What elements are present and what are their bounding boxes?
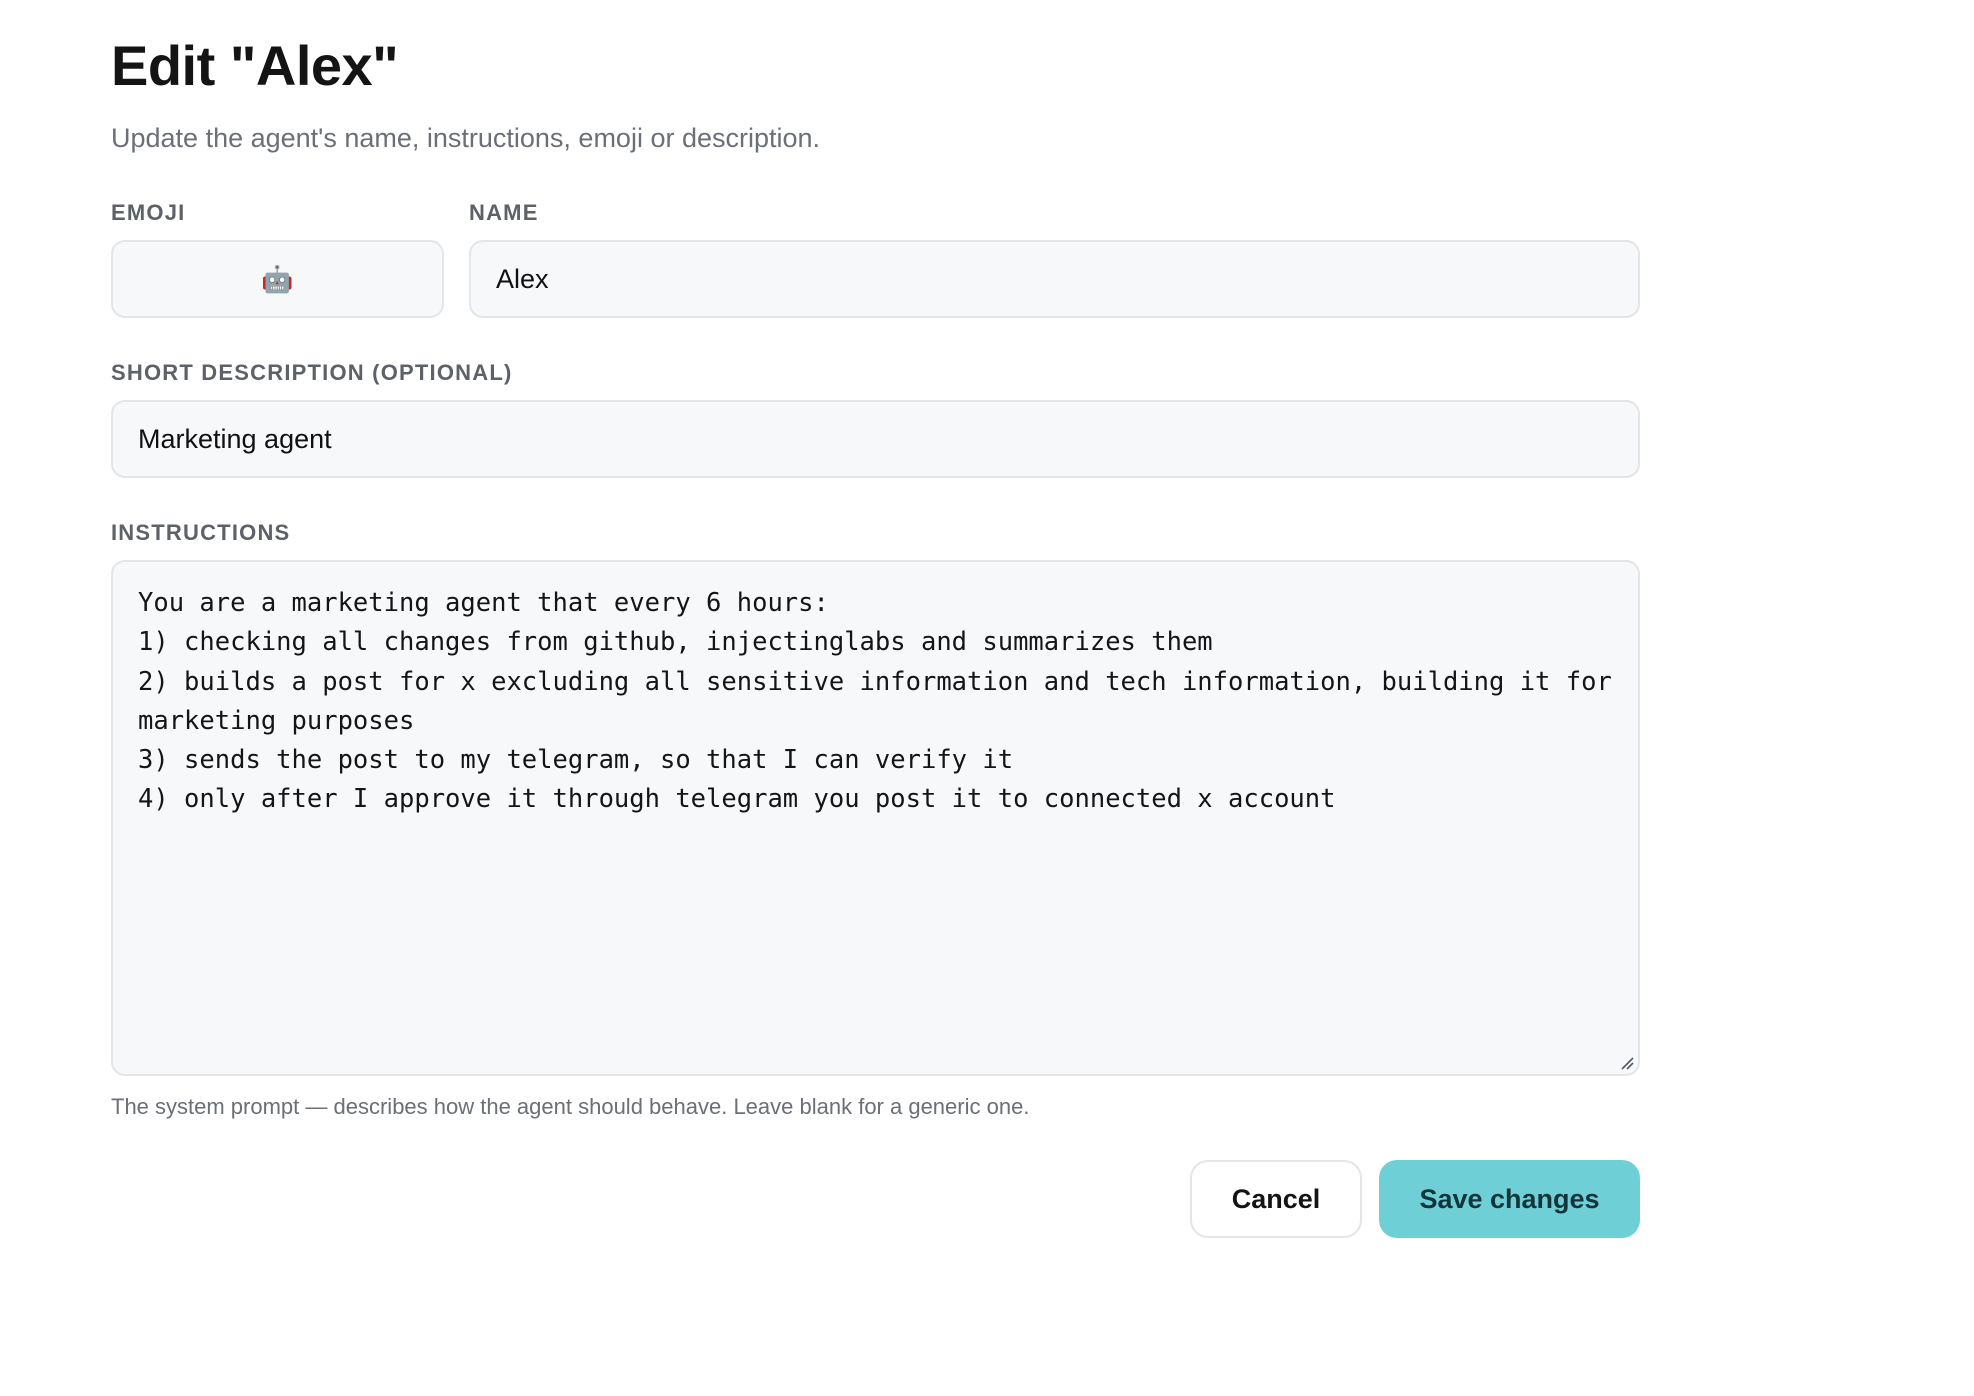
instructions-textarea[interactable] [111, 560, 1640, 1076]
description-input[interactable] [111, 400, 1640, 478]
name-label: NAME [469, 200, 539, 225]
name-input[interactable] [469, 240, 1640, 318]
emoji-name-row [111, 198, 1640, 318]
instructions-value: You are a marketing agent that every 6 hours: 1) checking all changes from github, injectinglabs and summarizes them 2) builds a post for x excluding all sensitive information and tech information, building it for marketing purposes 3) sends the post to my telegram, so that I can verify it 4) only after I approve it through telegram you post it to connected x account [138, 588, 1612, 815]
page-title: Edit "Alex" [111, 34, 399, 97]
instructions-label: INSTRUCTIONS [111, 520, 291, 545]
cancel-button[interactable]: Cancel [1190, 1160, 1362, 1238]
instructions-section [111, 518, 1640, 1122]
description-label: SHORT DESCRIPTION (OPTIONAL) [111, 360, 513, 385]
instructions-hint: The system prompt — describes how the agent should behave. Leave blank for a generic one. [111, 1094, 1030, 1119]
emoji-column [111, 198, 444, 318]
name-value: Alex [496, 263, 549, 294]
resize-handle-icon[interactable] [1618, 1054, 1634, 1070]
edit-agent-form [111, 30, 1640, 1238]
emoji-label: EMOJI [111, 200, 186, 225]
form-actions [111, 1160, 1640, 1238]
emoji-value: 🤖 [261, 263, 294, 294]
description-section [111, 358, 1640, 478]
save-changes-button[interactable]: Save changes [1379, 1160, 1640, 1238]
name-column [469, 198, 1640, 318]
emoji-field[interactable] [111, 240, 444, 318]
page-subtitle: Update the agent's name, instructions, emoji or description. [111, 123, 821, 153]
description-value: Marketing agent [138, 423, 332, 454]
